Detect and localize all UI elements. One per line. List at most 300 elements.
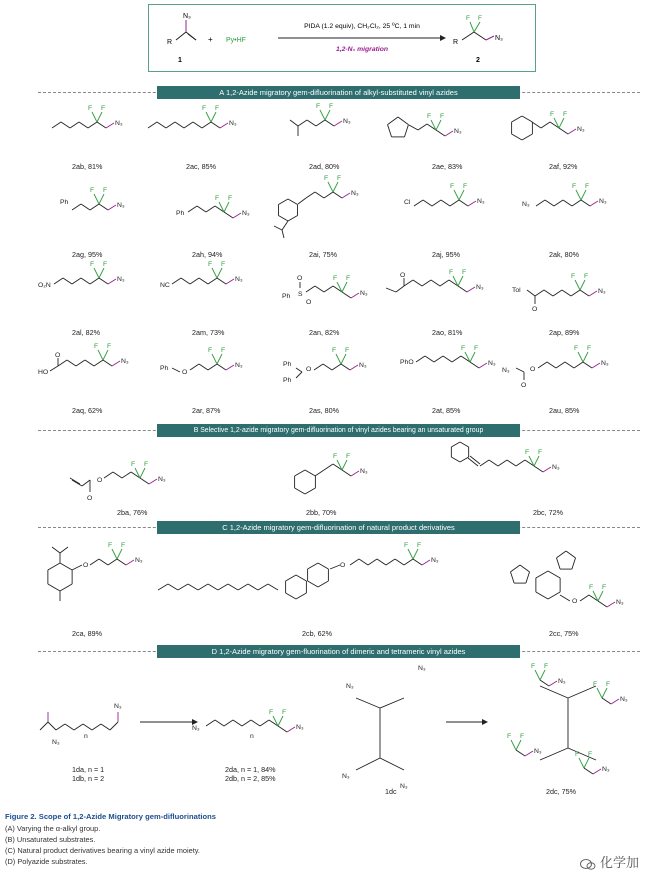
bond: [82, 480, 90, 486]
bond: [181, 278, 190, 284]
bond: [534, 466, 543, 472]
bond: [212, 268, 217, 278]
bond: [81, 278, 90, 284]
bond: [443, 356, 452, 362]
bond: [97, 122, 106, 128]
bond: [409, 125, 418, 130]
bond: [48, 563, 60, 570]
bond: [332, 364, 341, 370]
f-atom: F: [215, 195, 220, 202]
bond: [233, 720, 242, 726]
bond: [318, 563, 328, 569]
f-atom: F: [507, 733, 512, 740]
compound-label: 2cc, 75%: [549, 629, 579, 638]
bond: [512, 116, 522, 122]
bond: [48, 722, 56, 730]
bond: [217, 268, 222, 278]
bond: [286, 593, 296, 599]
bond: [510, 565, 520, 572]
bond: [306, 286, 315, 292]
bond: [282, 221, 288, 230]
section-a-structures: [0, 100, 653, 430]
bond: [459, 190, 464, 200]
compound-label: 2ba, 76%: [117, 508, 148, 517]
bond: [342, 282, 347, 292]
bond: [208, 278, 217, 284]
bond: [318, 581, 328, 587]
bond: [199, 278, 208, 284]
bond: [70, 122, 79, 128]
bond: [316, 120, 325, 126]
n3-atom: N₃: [476, 284, 484, 291]
bond: [593, 769, 601, 774]
bond: [576, 190, 581, 200]
f-atom: F: [215, 105, 220, 112]
bond: [602, 698, 611, 704]
atom-label: O: [532, 306, 538, 313]
bond: [560, 595, 570, 601]
n3-atom: N₃: [235, 362, 243, 369]
bond: [470, 352, 475, 362]
bond: [548, 592, 560, 599]
f-atom: F: [525, 449, 530, 456]
bond: [40, 722, 48, 730]
bond: [149, 479, 157, 484]
bond: [83, 724, 92, 730]
bond: [536, 200, 545, 206]
caption-line: (B) Unsaturated substrates.: [5, 835, 96, 844]
f-atom: F: [417, 542, 422, 549]
atom-label: Cl: [404, 199, 411, 206]
compound-label: 2al, 82%: [72, 328, 100, 337]
f-atom: F: [463, 183, 468, 190]
bond: [414, 200, 423, 206]
bond: [534, 456, 539, 466]
bond: [274, 226, 282, 230]
bond: [217, 354, 222, 364]
bond: [278, 726, 287, 732]
bond: [188, 206, 197, 212]
bond: [565, 362, 574, 368]
bond: [598, 601, 607, 607]
bond: [458, 276, 463, 286]
f-atom: F: [103, 187, 108, 194]
bond: [553, 290, 562, 296]
f-atom: F: [131, 461, 136, 468]
bond: [94, 360, 103, 366]
bond: [99, 268, 104, 278]
bond: [198, 584, 208, 590]
bond: [522, 134, 532, 140]
n3-atom: N₃: [351, 190, 359, 197]
bond: [342, 460, 347, 470]
bond: [88, 122, 97, 128]
bond: [103, 360, 112, 366]
compound-label: 2ar, 87%: [192, 406, 221, 415]
bond: [377, 559, 386, 565]
bond: [540, 686, 568, 698]
n3-atom: N₃: [229, 120, 237, 127]
bond: [233, 213, 241, 218]
atom-label: Ph: [283, 361, 292, 368]
bond: [566, 551, 576, 558]
n3-atom: N₃: [343, 118, 351, 125]
bond: [431, 280, 440, 286]
f-atom: F: [94, 343, 99, 350]
bond: [404, 559, 413, 565]
f-atom: F: [602, 584, 607, 591]
n3-atom: N₃: [360, 468, 368, 475]
f-atom: F: [269, 709, 274, 716]
n3-atom: N₃: [183, 13, 191, 20]
f-atom: F: [108, 542, 113, 549]
bond: [305, 470, 315, 476]
f-atom: F: [90, 261, 95, 268]
f-atom: F: [538, 449, 543, 456]
bond: [516, 740, 521, 750]
compound-label: 2ai, 75%: [309, 250, 337, 259]
bond: [296, 575, 306, 581]
bond: [298, 120, 307, 126]
bond: [157, 122, 166, 128]
bond: [468, 201, 476, 206]
bond: [61, 122, 70, 128]
bond: [48, 584, 60, 591]
reagent-label: Py•HF: [226, 37, 246, 44]
atom-label: O: [572, 598, 578, 605]
bond: [308, 563, 318, 569]
f-atom: F: [563, 111, 568, 118]
n3-atom: N₃: [296, 724, 304, 731]
bond: [470, 456, 480, 464]
n3-atom: N₃: [115, 120, 123, 127]
atom-label: N₃: [522, 201, 530, 208]
atom-label: HO: [38, 369, 49, 376]
bond: [543, 467, 551, 472]
f-atom: F: [550, 111, 555, 118]
bond: [540, 748, 568, 760]
bond: [507, 460, 516, 466]
bond: [193, 122, 202, 128]
atom-label: N₃: [346, 683, 354, 690]
bond: [70, 478, 80, 484]
f-atom: F: [333, 275, 338, 282]
bond: [126, 560, 134, 565]
bond: [90, 204, 99, 210]
bond: [512, 134, 522, 140]
f-atom: F: [593, 681, 598, 688]
bond: [305, 488, 315, 494]
product-label: 2: [476, 57, 480, 64]
bond: [454, 190, 459, 200]
bond: [583, 362, 592, 368]
n3-atom: N₃: [602, 766, 610, 773]
bond: [99, 194, 104, 204]
bond: [425, 356, 434, 362]
bond: [434, 356, 443, 362]
atom-label: O: [297, 275, 303, 282]
bond: [536, 571, 548, 578]
bond: [220, 123, 228, 128]
f-atom: F: [346, 275, 351, 282]
bond: [568, 129, 576, 134]
bond: [298, 198, 306, 204]
bond: [112, 361, 120, 366]
bond: [597, 688, 602, 698]
bond: [480, 460, 489, 466]
atom-label: Ph: [282, 293, 291, 300]
compound-label: 1da, n = 1: [72, 765, 105, 774]
bond: [172, 278, 181, 284]
f-atom: F: [316, 103, 321, 110]
atom-label: N₃: [114, 703, 122, 710]
atom-label: N₃: [400, 783, 408, 790]
compound-label: 1db, n = 2: [72, 774, 105, 783]
compound-label: 2at, 85%: [432, 406, 461, 415]
bond: [342, 470, 351, 476]
bond: [258, 584, 268, 590]
bond: [117, 549, 122, 559]
bond: [548, 571, 560, 578]
bond: [584, 768, 593, 774]
f-atom: F: [584, 273, 589, 280]
section-b-structures: [0, 438, 653, 518]
compound-label: 2bb, 70%: [306, 508, 337, 517]
bond: [556, 558, 560, 569]
bond: [607, 602, 615, 607]
f-atom: F: [101, 105, 106, 112]
bond: [413, 549, 418, 559]
bond: [63, 278, 72, 284]
f-atom: F: [202, 105, 207, 112]
bond: [224, 202, 229, 212]
bond: [563, 200, 572, 206]
bond: [395, 559, 404, 565]
bond: [307, 120, 316, 126]
bond: [423, 200, 432, 206]
bond: [574, 362, 583, 368]
f-atom: F: [585, 183, 590, 190]
caption-line: (A) Varying the α-alkyl group.: [5, 824, 101, 833]
f-atom: F: [474, 345, 479, 352]
bond: [72, 480, 82, 486]
bond: [290, 120, 298, 126]
f-atom: F: [531, 663, 536, 670]
bond: [112, 549, 117, 559]
atom-label: O: [97, 477, 103, 484]
bond: [140, 478, 149, 484]
atom-label: O: [521, 382, 527, 389]
f-atom: F: [450, 183, 455, 190]
bond: [286, 575, 296, 581]
f-atom: F: [478, 15, 482, 22]
f-atom: F: [544, 663, 549, 670]
reaction-conditions: PIDA (1.2 equiv), CH₂Cl₂, 25 ºC, 1 min: [304, 23, 420, 30]
compound-label: 2ak, 80%: [549, 250, 579, 259]
r-atom: R: [167, 39, 173, 46]
f-atom: F: [329, 103, 334, 110]
bond: [288, 199, 298, 205]
migration-label: 1,2-N₃ migration: [335, 46, 389, 53]
compound-label: 2ad, 80%: [309, 162, 340, 171]
n3-atom: N₃: [477, 198, 485, 205]
bond: [459, 200, 468, 206]
compound-label: 2af, 92%: [549, 162, 578, 171]
bond: [580, 595, 589, 601]
bond: [296, 593, 306, 599]
bond: [422, 560, 430, 565]
bond: [386, 559, 395, 565]
bond: [356, 758, 380, 770]
bond: [328, 182, 333, 192]
bond: [306, 192, 315, 198]
bond: [320, 110, 325, 120]
bond: [60, 563, 72, 570]
bond: [184, 122, 193, 128]
bond: [479, 363, 487, 368]
n3-atom: N₃: [552, 464, 560, 471]
compound-label: 2db, n = 2, 85%: [225, 774, 276, 783]
bond: [333, 182, 338, 192]
bond: [92, 724, 101, 730]
f-atom: F: [88, 105, 93, 112]
bond: [441, 200, 450, 206]
bond: [117, 559, 126, 565]
bond: [113, 472, 122, 478]
bond: [388, 125, 392, 137]
compound-label: 2cb, 62%: [302, 629, 332, 638]
bond: [520, 565, 530, 572]
n3-atom: N₃: [601, 360, 609, 367]
bond: [324, 192, 333, 198]
bond: [52, 122, 61, 128]
bond: [308, 581, 318, 587]
bond: [602, 688, 607, 698]
bond: [202, 122, 211, 128]
bond: [158, 584, 168, 590]
watermark: [580, 852, 639, 871]
bond: [54, 278, 63, 284]
bond: [325, 110, 330, 120]
f-atom: F: [228, 195, 233, 202]
bond: [451, 442, 460, 447]
bond: [380, 758, 404, 770]
bond: [422, 280, 431, 286]
bond: [206, 206, 215, 212]
bond: [341, 364, 350, 370]
bond: [511, 740, 516, 750]
bond: [81, 204, 90, 210]
n3-atom: N₃: [558, 678, 566, 685]
bond: [547, 362, 556, 368]
bond: [578, 352, 583, 362]
bond: [440, 280, 449, 286]
compound-label: 2ae, 83%: [432, 162, 463, 171]
bond: [580, 290, 589, 296]
bond: [226, 365, 234, 370]
n3-atom: N₃: [431, 557, 439, 564]
bond: [99, 559, 108, 565]
n3-atom: N₃: [242, 210, 250, 217]
bond: [562, 290, 571, 296]
bond: [436, 120, 441, 130]
bond: [140, 468, 145, 478]
f-atom: F: [427, 113, 432, 120]
bond: [94, 268, 99, 278]
bond: [467, 287, 475, 292]
bond: [522, 116, 532, 122]
bond: [404, 280, 413, 286]
wechat-icon: [580, 858, 596, 870]
section-b-banner: B Selective 1,2-azide migratory gem-difluorination of vinyl azides bearing an unsaturated group: [157, 424, 520, 437]
bond: [611, 699, 619, 704]
bond: [52, 547, 60, 553]
compound-label: 2an, 82%: [309, 328, 340, 337]
bond: [90, 559, 99, 565]
bond: [575, 280, 580, 290]
bond: [342, 193, 350, 198]
f-atom: F: [588, 751, 593, 758]
bond: [527, 290, 535, 296]
reaction-arrow: [482, 719, 488, 725]
n3-atom: N₃: [598, 288, 606, 295]
bond: [251, 720, 260, 726]
bond: [432, 200, 441, 206]
bond: [278, 216, 288, 222]
bond: [325, 120, 334, 126]
n3-atom: N₃: [117, 276, 125, 283]
bond: [218, 584, 228, 590]
compound-label: 2ao, 81%: [432, 328, 463, 337]
n3-atom: N₃: [235, 276, 243, 283]
compound-label: 1dc: [385, 787, 397, 796]
f-atom: F: [144, 461, 149, 468]
bond: [516, 750, 525, 756]
plus-sign: +: [208, 35, 213, 44]
bond: [342, 292, 351, 298]
section-d-banner: D 1,2-Azide migratory gem-fluorination of dimeric and tetrameric vinyl azides: [157, 645, 520, 658]
bond: [103, 350, 108, 360]
f-atom: F: [208, 347, 213, 354]
bond: [108, 205, 116, 210]
section-a-banner: A 1,2-Azide migratory gem-difluorination of alkyl-substituted vinyl azides: [157, 86, 520, 99]
bond: [350, 559, 359, 565]
bond: [172, 368, 180, 372]
bond: [224, 720, 233, 726]
bond: [206, 720, 215, 726]
bond: [341, 354, 346, 364]
n3-atom: N₃: [121, 358, 129, 365]
reaction-scheme: [148, 4, 536, 72]
bond: [386, 288, 396, 292]
bond: [67, 360, 76, 366]
bond: [450, 200, 459, 206]
bond: [190, 364, 199, 370]
atom-label: O: [530, 366, 536, 373]
bond: [72, 204, 81, 210]
section-c-banner: C 1,2-Azide migratory gem-difluorination of natural product derivatives: [157, 521, 520, 534]
f-atom: F: [208, 261, 213, 268]
n3-atom: N₃: [616, 599, 624, 606]
bond: [122, 472, 131, 478]
bond: [74, 724, 83, 730]
bond: [549, 681, 557, 686]
caption-line: (D) Polyazide substrates.: [5, 857, 88, 866]
bond: [101, 724, 110, 730]
caption-line: (C) Natural product derivatives bearing a vinyl azide moiety.: [5, 846, 200, 855]
f-atom: F: [575, 751, 580, 758]
bond: [416, 356, 425, 362]
